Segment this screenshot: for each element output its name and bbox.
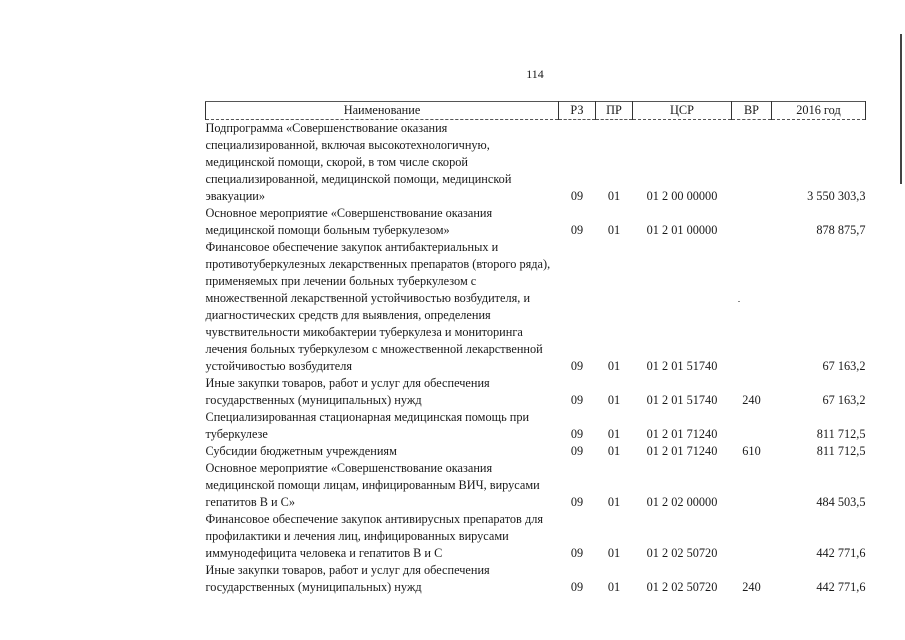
table-row — [206, 409, 866, 443]
table-body — [206, 120, 866, 597]
row-pr: 01 — [607, 444, 621, 458]
row-vr — [732, 409, 772, 443]
row-pr: 01 — [607, 223, 621, 237]
scan-edge-mark — [900, 34, 902, 184]
row-rz: 09 — [570, 359, 584, 373]
row-sum: 878 875,7 — [816, 223, 866, 237]
row-sum: 67 163,2 — [822, 393, 866, 407]
table-row — [206, 460, 866, 511]
row-name: Финансовое обеспечение закупок антивирусных препаратов для профилактики и лечения лиц, инфицированных вирусами иммунодефицита человека и гепатитов В и С — [205, 512, 543, 560]
row-name: Специализированная стационарная медицинская помощь при туберкулезе — [205, 410, 530, 441]
row-name: Иные закупки товаров, работ и услуг для обеспечения государственных (муниципальных) нужд — [205, 376, 490, 407]
table-row — [206, 375, 866, 409]
row-sum: 3 550 303,3 — [807, 189, 866, 203]
header-vr: ВР — [732, 102, 772, 120]
row-rz: 09 — [570, 580, 584, 594]
row-pr: 01 — [607, 359, 621, 373]
row-rz: 09 — [570, 444, 584, 458]
row-rz: 09 — [570, 189, 584, 203]
row-pr: 01 — [607, 495, 621, 509]
row-csr: 01 2 01 51740 — [646, 393, 718, 407]
row-vr: 610 — [742, 444, 761, 458]
row-pr: 01 — [607, 580, 621, 594]
table-row — [206, 443, 866, 460]
row-csr: 01 2 02 50720 — [646, 580, 718, 594]
budget-table — [205, 101, 866, 596]
table-row — [206, 239, 866, 375]
row-pr: 01 — [607, 393, 621, 407]
header-rz: РЗ — [559, 102, 596, 120]
row-vr — [732, 239, 772, 375]
row-name: Подпрограмма «Совершенствование оказания специализированной, включая высокотехнологичную, медицинской помощи, скорой, в том числе скорой специализированной, медицинской помощи, медицинской эвакуации» — [205, 121, 512, 203]
row-name: Финансовое обеспечение закупок антибактериальных и противотуберкулезных лекарственных препаратов (второго ряда), применяемых при лечении больных туберкулезом с множественной лекарственной устойчивостью возбудителя, и диагностических средств для выявления, определения чувствительности микобактерии туберкулеза и мониторинга лечения больных туберкулезом с множественной лекарственной устойчивостью возбудителя — [205, 240, 551, 373]
row-csr: 01 2 00 00000 — [646, 189, 718, 203]
row-pr: 01 — [607, 546, 621, 560]
row-name: Основное мероприятие «Совершенствование оказания медицинской помощи лицам, инфицированным ВИЧ, вирусами гепатитов В и С» — [205, 461, 540, 509]
table-row — [206, 205, 866, 239]
table-row — [206, 562, 866, 596]
header-name: Наименование — [206, 102, 559, 120]
row-pr: 01 — [607, 189, 621, 203]
row-csr: 01 2 01 71240 — [646, 427, 718, 441]
row-rz: 09 — [570, 223, 584, 237]
table-row — [206, 120, 866, 206]
row-vr: 240 — [742, 393, 761, 407]
row-sum: 811 712,5 — [816, 427, 866, 441]
row-sum: 442 771,6 — [816, 546, 866, 560]
row-sum: 442 771,6 — [816, 580, 866, 594]
header-row — [206, 102, 866, 120]
row-rz: 09 — [570, 495, 584, 509]
budget-table-container — [205, 101, 865, 596]
row-sum: 811 712,5 — [816, 444, 866, 458]
header-year: 2016 год — [772, 102, 866, 120]
row-vr — [732, 120, 772, 206]
header-csr: ЦСР — [633, 102, 732, 120]
header-pr: ПР — [596, 102, 633, 120]
row-csr: 01 2 02 00000 — [646, 495, 718, 509]
row-sum: 484 503,5 — [816, 495, 866, 509]
row-name: Субсидии бюджетным учреждениям — [205, 444, 397, 458]
row-csr: 01 2 02 50720 — [646, 546, 718, 560]
row-vr — [732, 205, 772, 239]
page-number: 114 — [526, 67, 544, 81]
row-vr — [732, 511, 772, 562]
row-name: Иные закупки товаров, работ и услуг для обеспечения государственных (муниципальных) нужд — [205, 563, 490, 594]
row-sum: 67 163,2 — [822, 359, 866, 373]
row-vr: 240 — [742, 580, 761, 594]
table-row — [206, 511, 866, 562]
row-csr: 01 2 01 51740 — [646, 359, 718, 373]
row-vr — [732, 460, 772, 511]
table-header — [206, 102, 866, 120]
row-csr: 01 2 01 00000 — [646, 223, 718, 237]
row-rz: 09 — [570, 427, 584, 441]
row-csr: 01 2 01 71240 — [646, 444, 718, 458]
row-rz: 09 — [570, 393, 584, 407]
row-name: Основное мероприятие «Совершенствование оказания медицинской помощи больным туберкулезом» — [205, 206, 493, 237]
row-rz: 09 — [570, 546, 584, 560]
row-pr: 01 — [607, 427, 621, 441]
